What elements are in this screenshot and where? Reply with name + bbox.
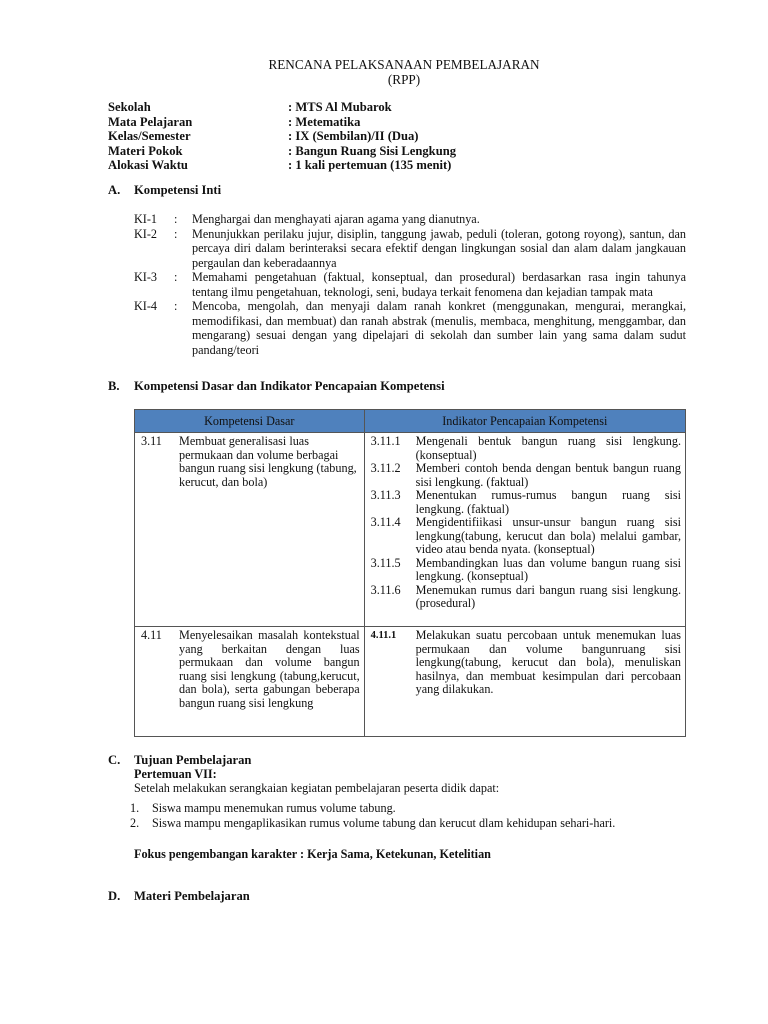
column-header: Kompetensi Dasar [135,410,365,433]
identity-label: Kelas/Semester [108,129,191,143]
indicator-number: 4.11.1 [370,630,397,641]
identity-label: Alokasi Waktu [108,158,188,172]
section-title: Kompetensi Dasar dan Indikator Pencapaian Kompetensi [134,379,445,393]
list-text: Siswa mampu menemukan rumus volume tabung. [152,801,396,815]
kd-number: 4.11 [141,628,162,642]
indicator-item [371,516,681,557]
section-a-heading [108,183,221,198]
identity-label: Sekolah [108,100,151,114]
ki-text: Menunjukkan perilaku jujur, disiplin, tanggung jawab, peduli (toleran, gotong royong), santun, dan percaya diri dalam berinteraksi secara efektif dengan lingkungan sosial dan alam dalam jangkauan pergaulan dan keberadaannya [192,226,686,270]
indicator-text: Mengenali bentuk bangun ruang sisi lengkung. (konseptual) [415,434,681,462]
list-text: Siswa mampu mengaplikasikan rumus volume tabung dan kerucut dlam kehidupan sehari-hari. [152,815,616,830]
identity-row [108,129,456,144]
table-row [135,433,686,627]
ki-sep: : [174,212,178,226]
section-c-heading [108,753,251,768]
section-d-heading [108,889,250,904]
indicator-number: 3.11.5 [370,555,401,570]
ki-code: KI-1 [134,212,158,226]
kd-cell [135,433,365,627]
kd-text: Menyelesaikan masalah kontekstual yang berkaitan dengan luas permukaan dan volume bangun ruang sisi lengkung (tabung,kerucut, dan bola), serta gabungan beberapa bangun ruang sisi lengkung [179,628,360,710]
ki-item [134,212,686,227]
indicator-cell [364,627,685,737]
column-header: Indikator Pencapaian Kompetensi [364,410,685,433]
ki-item [134,270,686,299]
document-subtitle: (RPP) [387,72,421,87]
ki-code: KI-3 [134,270,158,284]
indicator-item [371,584,681,611]
ki-sep: : [174,226,178,241]
list-number: 2. [130,815,140,830]
identity-block [108,100,456,173]
indicator-number: 3.11.4 [370,515,401,529]
indicator-text: Memberi contoh benda dengan bentuk bangun ruang sisi lengkung. (faktual) [415,461,681,489]
identity-value: : IX (Sembilan)/II (Dua) [288,129,419,143]
section-letter: A. [108,183,121,197]
identity-label: Mata Pelajaran [108,114,193,129]
ki-sep: : [174,299,178,313]
ki-text: Menghargai dan menghayati ajaran agama yang dianutnya. [192,212,480,226]
indicator-text: Membandingkan luas dan volume bangun ruang sisi lengkung. (konseptual) [415,555,681,583]
objective-list [130,801,696,830]
competency-table [134,409,686,737]
identity-value: : MTS Al Mubarok [288,100,392,114]
list-number: 1. [130,801,140,815]
table-row [135,627,686,737]
ki-item [134,299,686,357]
indicator-text: Menemukan rumus dari bangun ruang sisi lengkung. (prosedural) [415,582,681,610]
objective-intro: Setelah melakukan serangkaian kegiatan pembelajaran peserta didik dapat: [134,781,500,795]
indicator-item [371,557,681,584]
section-title: Materi Pembelajaran [134,889,250,903]
ki-text: Memahami pengetahuan (faktual, konseptual, dan prosedural) berdasarkan rasa ingin tahunya tentang ilmu pengetahuan, teknologi, seni, budaya terkait fenomena dan kejadian tampak mata [192,270,686,299]
identity-value: : Bangun Ruang Sisi Lengkung [288,143,456,158]
indicator-item [371,629,681,697]
identity-value: : 1 kali pertemuan (135 menit) [288,158,452,172]
section-b-heading [108,379,445,394]
document-title: RENCANA PELAKSANAAN PEMBELAJARAN [268,57,540,72]
ki-code: KI-4 [134,299,158,313]
table-header-row [135,410,686,433]
section-title: Kompetensi Inti [134,183,222,197]
indicator-number: 3.11.1 [370,434,401,448]
list-item [130,801,696,816]
identity-label: Materi Pokok [108,143,183,158]
indicator-text: Menentukan rumus-rumus bangun ruang sisi lengkung. (faktual) [415,488,681,516]
indicator-number: 3.11.2 [370,461,401,475]
section-letter: B. [108,379,120,393]
indicator-item [371,435,681,462]
identity-row [108,100,456,115]
character-focus: Fokus pengembangan karakter : Kerja Sama, Ketekunan, Ketelitian [134,847,491,861]
identity-row [108,158,456,173]
indicator-text: Melakukan suatu percobaan untuk menemukan luas permukaan dan volume bangunruang sisi lengkung(tabung, kerucut dan bola), menuliskan hasilnya, dan membuat kesimpulan dari percobaan yang dilakukan. [415,628,681,696]
identity-value: : Metematika [288,114,361,129]
kd-text: Membuat generalisasi luas permukaan dan volume berbagai bangun ruang sisi lengkung (tabung, kerucut, dan bola) [179,434,357,489]
section-title: Tujuan Pembelajaran [134,753,252,767]
kd-cell [135,627,365,737]
section-letter: D. [108,889,121,903]
ki-list [134,212,686,357]
kd-number: 3.11 [141,434,162,448]
indicator-text: Mengidentifiikasi unsur-unsur bangun ruang sisi lengkung(tabung, kerucut dan bola) melalui gambar, video atau benda nyata. (konseptual) [415,515,681,556]
ki-sep: : [174,270,178,284]
identity-row [108,144,456,159]
identity-row [108,115,456,130]
ki-item [134,227,686,271]
meeting-label: Pertemuan VII: [134,767,217,781]
list-item [130,816,696,831]
indicator-cell [364,433,685,627]
indicator-item [371,462,681,489]
ki-text: Mencoba, mengolah, dan menyaji dalam ranah konkret (menggunakan, mengurai, merangkai, memodifikasi, dan membuat) dan ranah abstrak (menulis, membaca, menghitung, menggambar, dan mengarang) sesuai dengan yang dipelajari di sekolah dan sumber lain yang sama dalam sudut pandang/teori [192,299,686,357]
indicator-number: 3.11.6 [370,582,401,597]
ki-code: KI-2 [134,226,158,241]
indicator-number: 3.11.3 [370,488,401,502]
section-letter: C. [108,753,121,767]
indicator-item [371,489,681,516]
